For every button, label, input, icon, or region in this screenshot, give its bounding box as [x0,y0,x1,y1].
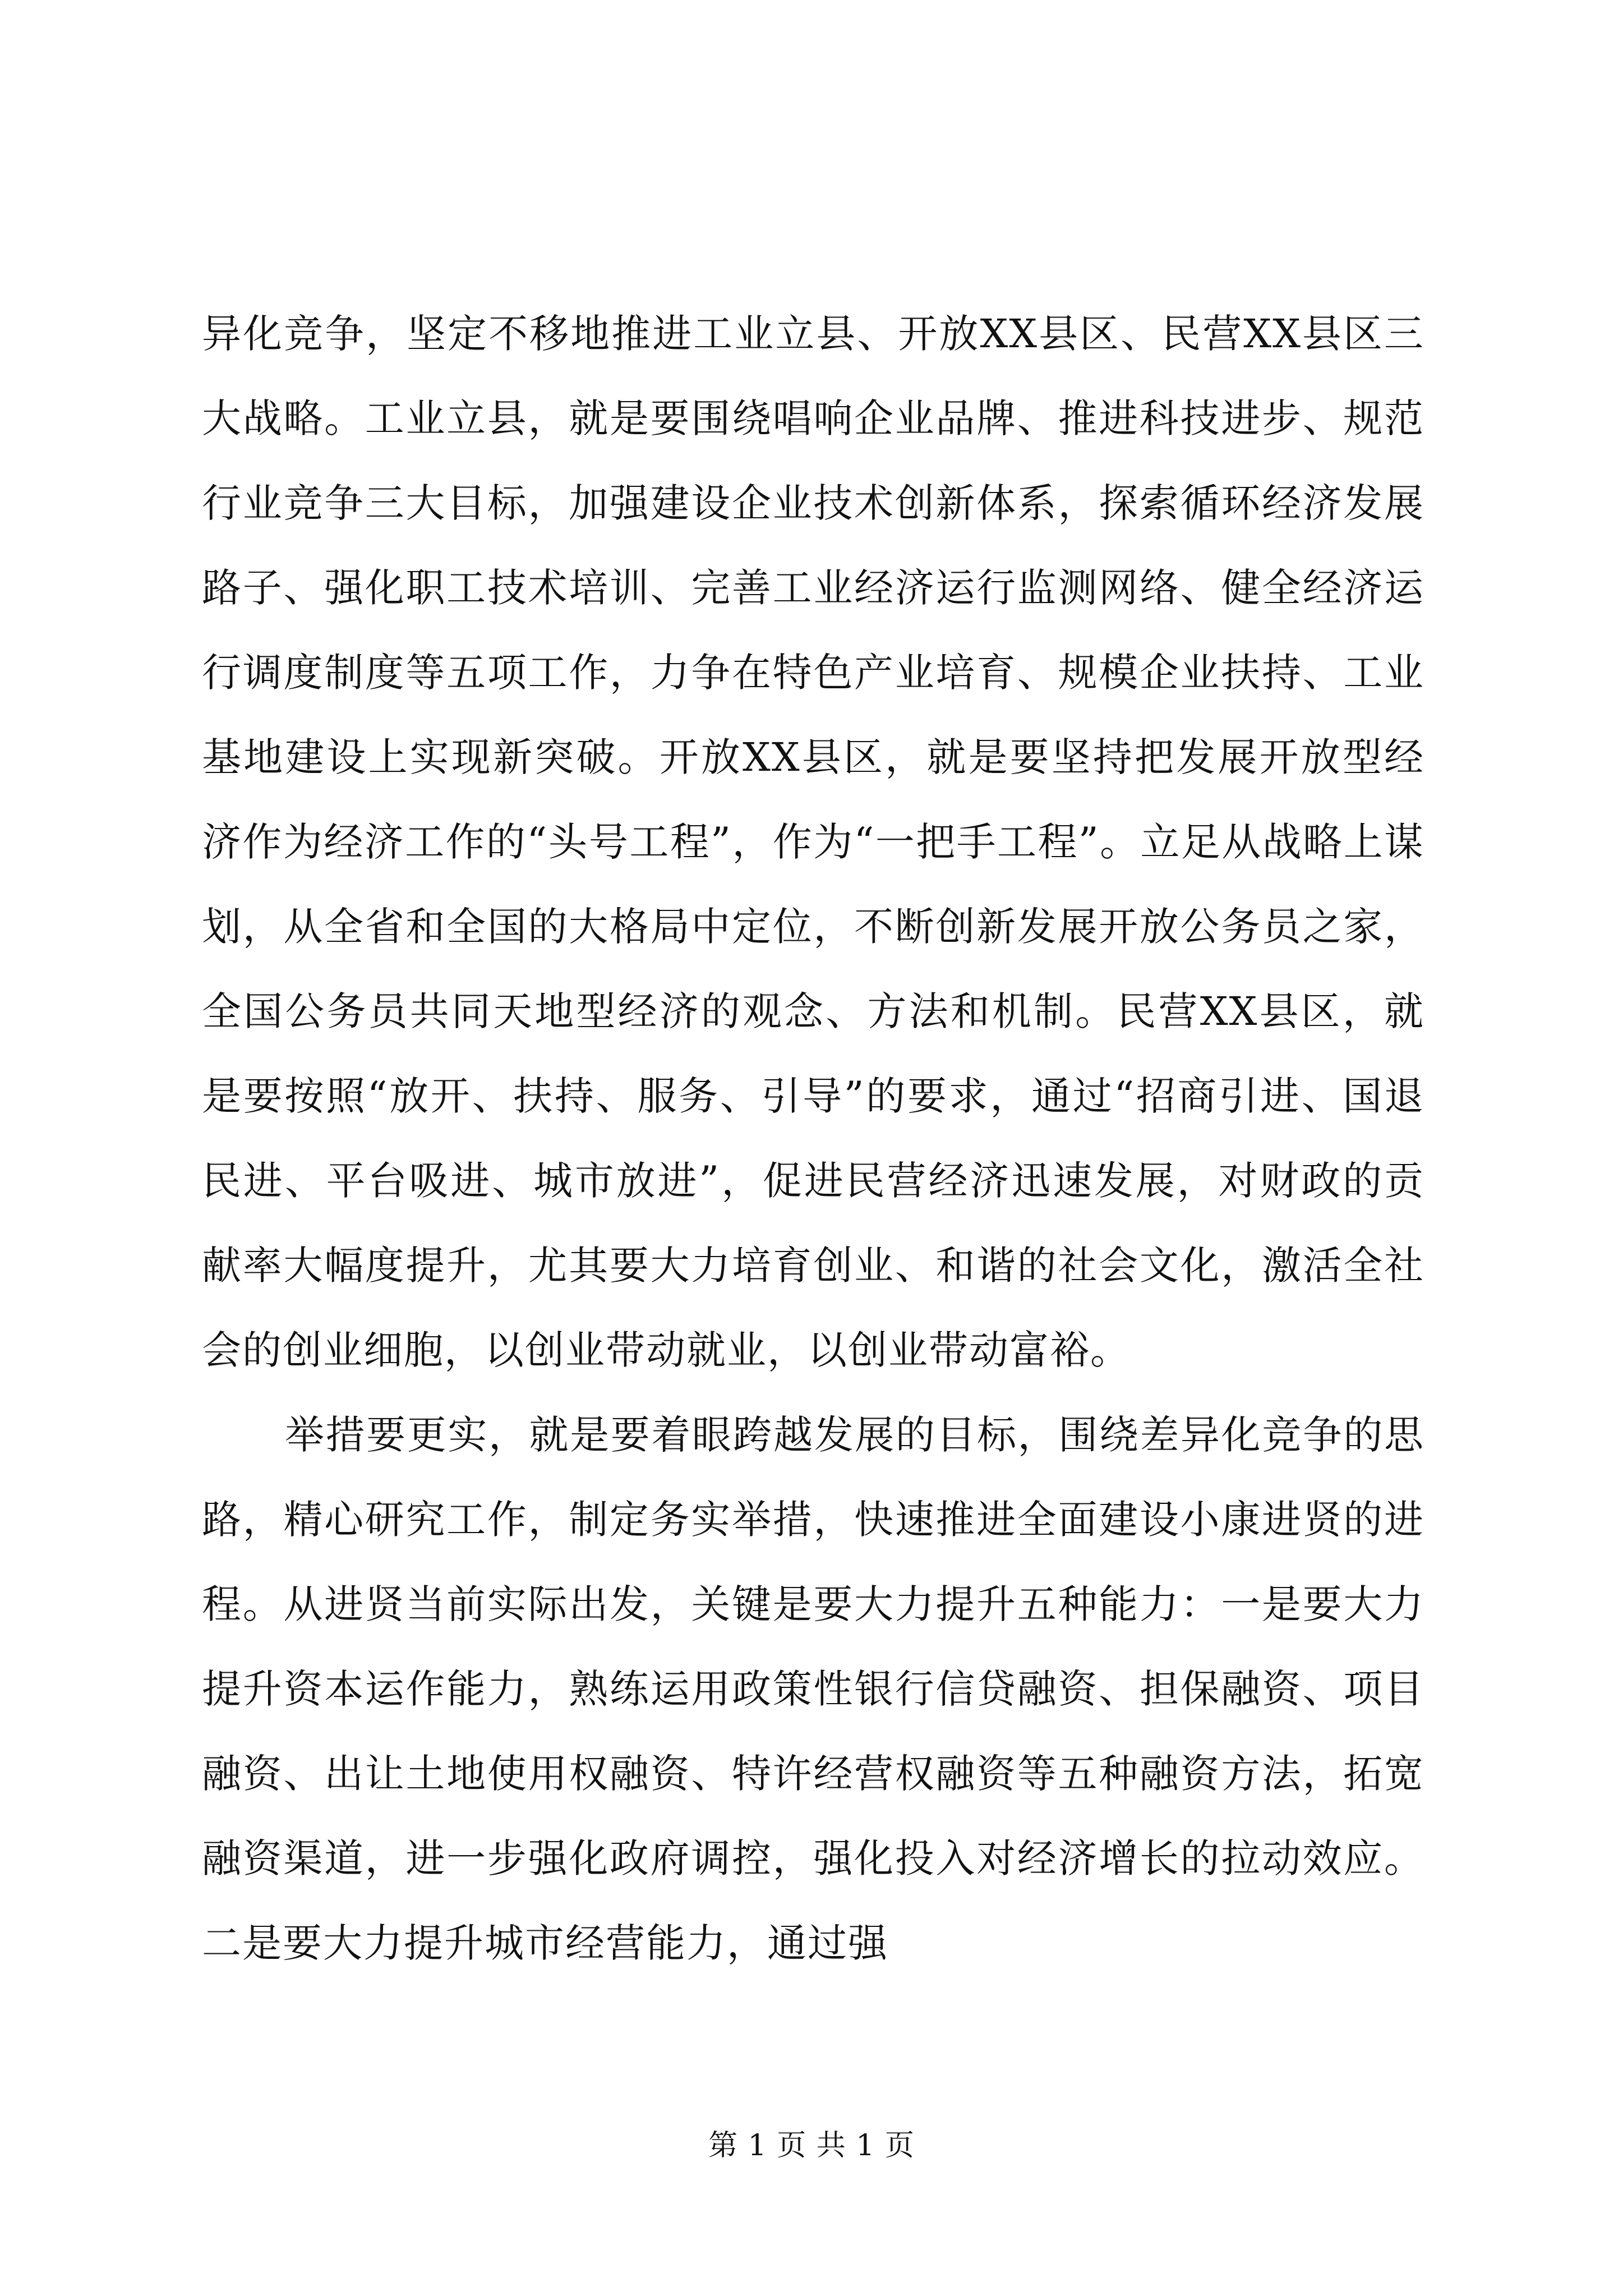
document-body [202,292,1424,1986]
page-footer: 第 1 页 共 1 页 [708,2129,915,2162]
paragraph-measures: 举措要更实，就是要着眼跨越发展的目标，围绕差异化竞争的思路，精心研究工作，制定务实举措，快速推进全面建设小康进贤的进程。从进贤当前实际出发，关键是要大力提升五种能力：一是要大力提升资本运作能力，熟练运用政策性银行信贷融资、担保融资、项目融资、出让土地使用权融资、特许经营权融资等五种融资方法，拓宽融资渠道，进一步强化政府调控，强化投入对经济增长的拉动效应。二是要大力提升城市经营能力，通过强 [202,1412,1424,1966]
paragraph-continued: 异化竞争，坚定不移地推进工业立县、开放XX县区、民营XX县区三大战略。工业立县，就是要围绕唱响企业品牌、推进科技进步、规范行业竞争三大目标，加强建设企业技术创新体系，探索循环经济发展路子、强化职工技术培训、完善工业经济运行监测网络、健全经济运行调度制度等五项工作，力争在特色产业培育、规模企业扶持、工业基地建设上实现新突破。开放XX县区，就是要坚持把发展开放型经济作为经济工作的“头号工程”，作为“一把手工程”。立足从战略上谋划，从全省和全国的大格局中定位，不断创新发展开放公务员之家，全国公务员共同天地型经济的观念、方法和机制。民营XX县区，就是要按照“放开、扶持、服务、引导”的要求，通过“招商引进、国退民进、平台吸进、城市放进”，促进民营经济迅速发展，对财政的贡献率大幅度提升，尤其要大力培育创业、和谐的社会文化，激活全社会的创业细胞，以创业带动就业，以创业带动富裕。 [202,311,1424,1373]
